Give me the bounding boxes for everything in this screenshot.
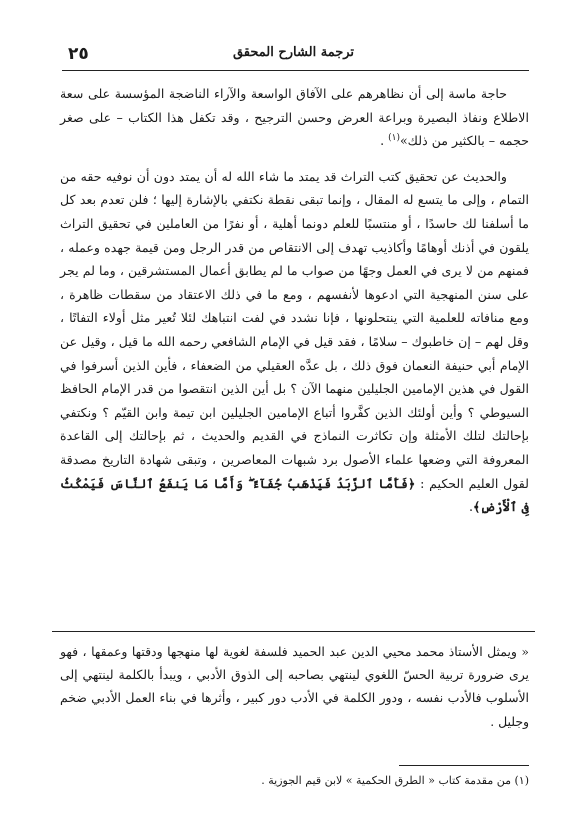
paragraph-1 — [60, 82, 529, 153]
running-title: ترجمة الشارح المحقق — [232, 45, 355, 60]
quran-verse: ﴿فَأَمَّا ٱلزَّبَدُ فَيَذْهَبُ جُفَآءً ۖ وَأَمَّا مَا يَنفَعُ ٱلنَّاسَ فَيَمْكُثُ فِى ٱلْأَرْضِ﴾ — [60, 475, 529, 515]
paragraph-1-end: . — [380, 133, 389, 149]
paragraph-2-end: . — [468, 499, 473, 515]
paragraph-1-text: حاجة ماسة إلى أن نظاهرهم على الآفاق الواسعة والآراء الناضجة المؤسسة على سعة الاطلاع ونفاذ البصيرة وبراعة العرض وحسن الترجيح ، وقد تكفل هذا الكتاب – على صغر حجمه – بالكثير من ذلك» — [60, 86, 529, 149]
footnote-text: (١) من مقدمة كتاب « الطرق الحكمية » لابن قيم الجوزية . — [261, 774, 529, 787]
footnote-rule — [399, 765, 529, 766]
paragraph-2-text: والحديث عن تحقيق كتب التراث قد يمتد ما شاء الله له أن يمتد دون أن نوفيه حقه من التمام ، وإلى ما يتسع له المقال ، وإنما تبقى نقطة نكتفي بالإشارة إليها ؛ فلن تعدم بعد كل ما أسلفنا لك حاسدًا ، أو منتسبًا للعلم دونما أهلية ، أو نفرًا من العاملين في تحقيق التراث يلقون في أذنك أوهامًا وأكاذيب تهدف إلى الانتقاص من قدر الرجل ومن قيمة جهده وعمله ، فمنهم من لا يرى في العمل وجهًا من صواب ما لم يطابق أعمال المستشرقين ، وما لم يجر على سنن المنهجية التي ادعوها لأنفسهم ، ومع ما في ذلك الاعتقاد من سقطات ظاهرة ، ومع منافاته للعلمية التي ينتحلونها ، فإنا نشدد في لفت انتباهك لئلا تُعير مثل أولاء التفاتًا ، وقل لهم – إن خاطبوك – سلامًا ، فقد قيل في الإمام الشافعي رحمه الله ما قيل ، وقيل عن الإمام أبي حنيفة النعمان فوق ذلك ، بل عدَّه العقيلي من الضعفاء ، فأين الذين أسرفوا في القول في هذين الإمامين الجليلين منهما الآن ؟ بل أين الذين انتقصوا من قدر الإمام الحافظ السيوطي ؟ وأين أولئك الذين كفَّروا أتباع الإمامين الجليلين ابن تيمة وابن القيّم ؟ ونكتفي بإحالتك لتلك الأمثلة وإن تكاثرت النماذج في القديم والحديث ، ثم بإحالتك إلى القاعدة المعروفة التي وضعها علماء الأصول برد شبهات المعاصرين ، وتبقى شهادة التاريخ مصدقة لقول العليم الحكيم : — [60, 168, 529, 491]
paragraph-2 — [60, 165, 529, 519]
page-header — [62, 42, 525, 68]
quoted-passage — [60, 640, 529, 733]
page-number: ٢٥ — [68, 44, 89, 64]
section-divider — [52, 631, 535, 632]
header-rule — [62, 70, 529, 71]
quoted-text: « ويمثل الأستاذ محمد محيي الدين عبد الحميد فلسفة لغوية لها منهجها ودقتها وعمقها ، فهو يرى ضرورة تربية الحسّ اللغوي لينتهي بصاحبه إلى الذوق الأدبي ، ويبدأ بالكلمة لينتهي إلى الأسلوب فالأدب نفسه ، ودور الكلمة في الأدب دور كبير ، وأثرها في بناء العمل الأدبي ضخم وجليل . — [60, 644, 529, 729]
footnote — [60, 772, 529, 790]
footnote-reference: (١) — [388, 133, 400, 143]
main-text — [60, 82, 529, 519]
